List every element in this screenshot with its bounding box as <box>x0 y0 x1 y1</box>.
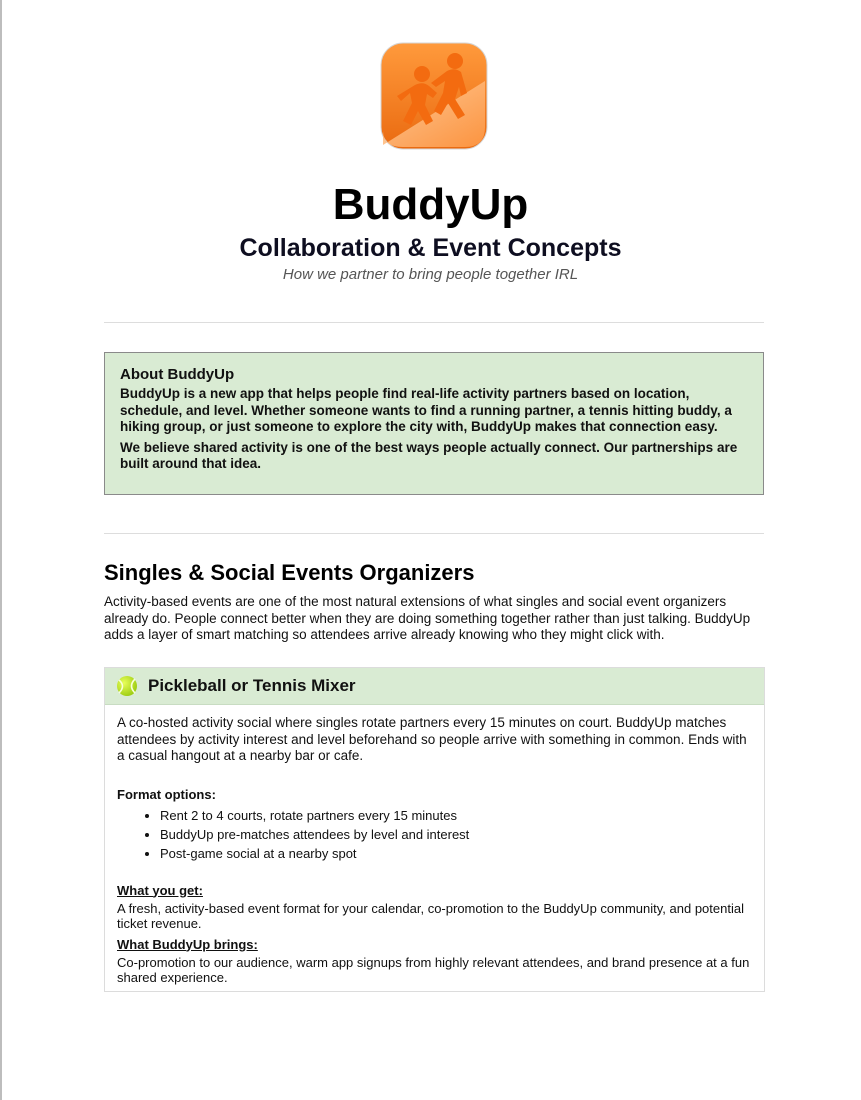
divider <box>104 533 764 534</box>
about-paragraph-2: We believe shared activity is one of the best ways people actually connect. Our partnerships are built around that idea. <box>120 439 738 471</box>
card-body <box>105 705 764 986</box>
format-options-label: Format options: <box>117 786 216 802</box>
tennis-ball-icon <box>116 675 138 697</box>
about-paragraph-1: BuddyUp is a new app that helps people find real-life activity partners based on location, schedule, and level. Whether someone wants to find a running partner, a tennis hitting buddy, a hiking group, or just someone to explore the city with, BuddyUp makes that connection easy. <box>120 386 732 434</box>
page-title: BuddyUp <box>332 180 529 229</box>
what-you-get-text: A fresh, activity-based event format for your calendar, co-promotion to the BuddyUp community, and potential ticket revenue. <box>117 900 744 931</box>
about-box <box>104 352 764 495</box>
about-heading: About BuddyUp <box>120 366 235 383</box>
card-title: Pickleball or Tennis Mixer <box>148 676 356 695</box>
page-subtitle: Collaboration & Event Concepts <box>239 234 622 262</box>
divider <box>104 322 764 323</box>
page-edge <box>0 0 2 1100</box>
list-item: • BuddyUp pre-matches attendees by level and interest <box>160 825 752 844</box>
what-you-get-label: What you get: <box>117 882 203 898</box>
section-intro: Activity-based events are one of the most natural extensions of what singles and social event organizers already do. People connect better when they are doing something together rather than just talking. BuddyUp adds a layer of smart matching so attendees arrive already knowing who they might click with. <box>104 594 751 642</box>
card-description: A co-hosted activity social where singles rotate partners every 15 minutes on court. BuddyUp matches attendees by activity interest and level beforehand so people arrive with something in common. Ends with a casual hangout at a nearby bar or cafe. <box>117 715 747 763</box>
section-title: Singles & Social Events Organizers <box>104 560 475 585</box>
list-item: • Rent 2 to 4 courts, rotate partners every 15 minutes <box>160 806 752 825</box>
what-buddyup-brings-label: What BuddyUp brings: <box>117 936 258 952</box>
event-card <box>104 667 765 992</box>
what-buddyup-brings-text: Co-promotion to our audience, warm app signups from highly relevant attendees, and brand presence at a fun shared experience. <box>117 954 750 985</box>
page-tagline: How we partner to bring people together IRL <box>282 266 579 283</box>
format-options-list <box>117 806 752 863</box>
two-hikers-helping-icon <box>379 41 489 151</box>
app-logo <box>379 41 489 151</box>
list-item: • Post-game social at a nearby spot <box>160 844 752 863</box>
card-header <box>105 668 764 705</box>
